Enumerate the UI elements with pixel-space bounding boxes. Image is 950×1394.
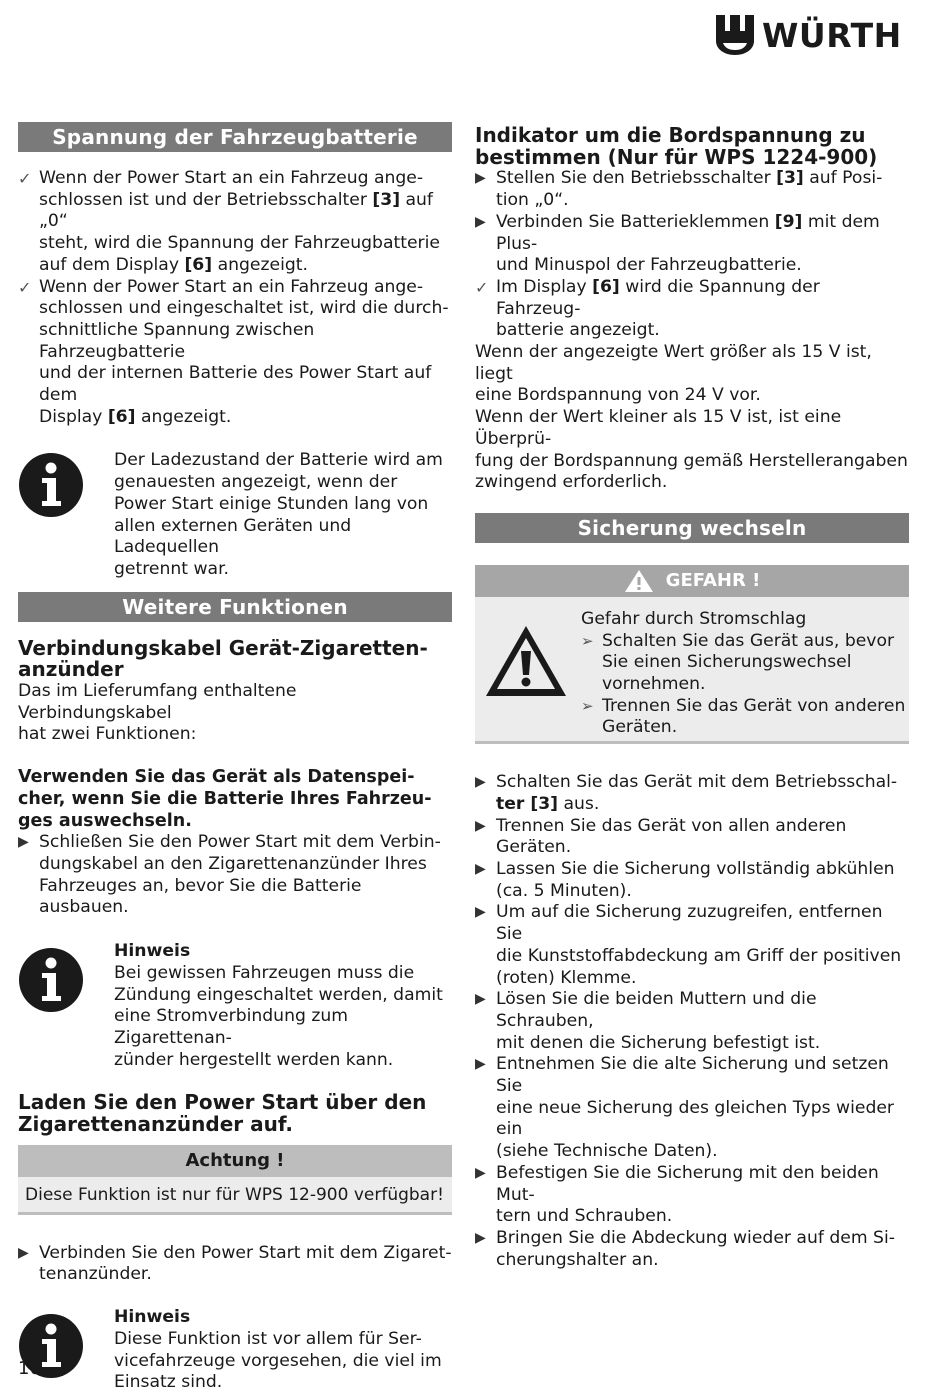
section-heading-fuse: Sicherung wechseln — [475, 513, 909, 543]
triangle-bullet-icon: ▶ — [475, 1056, 486, 1073]
achtung-box — [18, 1145, 452, 1215]
indicator-paragraph: Wenn der angezeigte Wert größer als 15 V ist, liegt eine Bordspannung von 24 V vor. Wenn der Wert kleiner als 15 V ist, ist eine Überprü- fung der Bordspannung gemäß Herstellerangaben zwingend erforderlich. — [475, 342, 908, 493]
info-icon — [18, 450, 114, 580]
line-with-ref: schlossen ist und der Betriebsschalter [3] auf „0“ — [39, 189, 433, 232]
info-note-hint2: Hinweis Diese Funktion ist vor allem für Ser- vicefahrzeuge vorgesehen, die viel im Einsatz sind. — [18, 1307, 452, 1394]
checkmark-icon: ✓ — [18, 277, 32, 297]
checkmark-icon: ✓ — [18, 169, 32, 188]
step-item: ▶ Lassen Sie die Sicherung vollständig abkühlen (ca. 5 Minuten). — [475, 858, 895, 901]
info-note-battery: Der Ladezustand der Batterie wird am genauesten angezeigt, wenn der Power Start einige Stunden lang von allen externen Geräten und Ladequellen getrennt war. — [18, 450, 452, 580]
chevron-bullet-icon: ➢ — [581, 631, 594, 650]
triangle-bullet-icon: ▶ — [475, 991, 486, 1008]
triangle-bullet-icon: ▶ — [475, 1229, 486, 1246]
checkmark-icon: ✓ — [475, 277, 489, 297]
triangle-bullet-icon: ▶ — [475, 904, 486, 921]
step-item: ▶ Bringen Sie die Abdeckung wieder auf dem Si- cherungshalter an. — [475, 1227, 895, 1270]
page-number: 10 — [18, 1358, 41, 1379]
cable-intro: Das im Lieferumfang enthaltene Verbindungskabel hat zwei Funktionen: — [18, 681, 297, 745]
check-item: ✓ Wenn der Power Start an ein Fahrzeug ange- schlossen ist und der Betriebsschalter [3] auf „0“ steht, wird die Spannung der Fahrzeugbatterie auf dem Display [6] angezeigt. — [18, 168, 452, 277]
triangle-bullet-icon: ▶ — [475, 860, 486, 877]
hint-title: Hinweis — [114, 1307, 191, 1328]
info-icon — [18, 941, 114, 1071]
step-item: ▶ Trennen Sie das Gerät von allen anderen Geräten. — [475, 815, 847, 858]
check-item: ✓ Im Display [6] wird die Spannung der Fahrzeug- batterie angezeigt. — [475, 276, 820, 341]
danger-text: Gefahr durch Stromschlag — [581, 608, 807, 629]
charge-title: Laden Sie den Power Start über den Zigarettenanzünder auf. — [18, 1090, 427, 1137]
memory-title: Verwenden Sie das Gerät als Datenspei- cher, wenn Sie die Batterie Ihres Fahrzeu- ges auswechseln. — [18, 767, 432, 831]
triangle-bullet-icon: ▶ — [475, 817, 486, 834]
triangle-bullet-icon: ▶ — [18, 834, 29, 851]
triangle-bullet-icon: ▶ — [18, 1244, 29, 1261]
check-item: ✓ Wenn der Power Start an ein Fahrzeug ange- schlossen und eingeschaltet ist, wird die durch- schnittliche Spannung zwischen Fahrzeugbatterie und der internen Batterie des Power Start auf dem Display [6] angezeigt. — [18, 276, 449, 427]
danger-header — [475, 565, 909, 597]
triangle-bullet-icon: ▶ — [475, 170, 486, 187]
achtung-title: Achtung ! — [18, 1145, 452, 1177]
step-item: ▶ Schließen Sie den Power Start mit dem Verbin- dungskabel an den Zigarettenanzünder Ihres Fahrzeuges an, bevor Sie die Batterie ausbauen. — [18, 832, 441, 918]
danger-item: ➢ Trennen Sie das Gerät von anderen Geräten. — [581, 695, 906, 738]
step-item: ▶ Stellen Sie den Betriebsschalter [3] auf Posi- tion „0“. — [475, 168, 883, 211]
triangle-bullet-icon: ▶ — [475, 774, 486, 791]
brand-logo — [716, 14, 910, 56]
indicator-title: Indikator um die Bordspannung zu bestimmen (Nur für WPS 1224-900) — [475, 123, 878, 169]
danger-title: GEFAHR ! — [665, 570, 761, 592]
right-column — [475, 122, 909, 1271]
section-heading-more-functions: Weitere Funktionen — [18, 592, 452, 622]
wurth-logo-icon — [716, 15, 754, 55]
step-item: ▶ Befestigen Sie die Sicherung mit den beiden Mut- tern und Schrauben. — [475, 1162, 879, 1227]
left-column — [18, 122, 452, 1394]
info-note-hint1: Hinweis Bei gewissen Fahrzeugen muss die Zündung eingeschaltet werden, damit eine Stromverbindung zum Zigarettenan- zünder hergestellt werden kann. — [18, 941, 452, 1071]
step-item: ▶ Entnehmen Sie die alte Sicherung und setzen Sie eine neue Sicherung des gleichen Typs wieder ein (siehe Technische Daten). — [475, 1054, 894, 1162]
triangle-bullet-icon: ▶ — [475, 1164, 486, 1181]
section-heading-battery-voltage: Spannung der Fahrzeugbatterie — [18, 122, 452, 152]
warning-icon — [475, 609, 581, 739]
info-icon — [18, 1307, 114, 1394]
step-item: ▶ Lösen Sie die beiden Muttern und die Schrauben, mit denen die Sicherung befestigt ist. — [475, 989, 821, 1053]
step-item: ▶ Schalten Sie das Gerät mit dem Betriebsschal- ter [3] aus. — [475, 772, 898, 814]
triangle-bullet-icon: ▶ — [475, 213, 486, 230]
cable-title: Verbindungskabel Gerät-Zigaretten- anzünder — [18, 635, 428, 682]
hint-title: Hinweis — [114, 941, 191, 962]
brand-name: WÜRTH — [762, 15, 902, 55]
warning-small-icon — [624, 569, 654, 593]
step-item: ▶ Verbinden Sie Batterieklemmen [9] mit dem Plus- und Minuspol der Fahrzeugbatterie. — [475, 211, 880, 276]
step-item: ▶ Verbinden Sie den Power Start mit dem Zigaret- tenanzünder. — [18, 1242, 452, 1285]
danger-item: ➢ Schalten Sie das Gerät aus, bevor Sie einen Sicherungswechsel vornehmen. — [581, 630, 895, 695]
step-item: ▶ Um auf die Sicherung zuzugreifen, entfernen Sie die Kunststoffabdeckung am Griff der positiven (roten) Klemme. — [475, 902, 902, 988]
achtung-text: Diese Funktion ist nur für WPS 12-900 verfügbar! — [18, 1177, 452, 1215]
danger-box — [475, 565, 909, 744]
chevron-bullet-icon: ➢ — [581, 696, 594, 715]
danger-body — [475, 597, 909, 744]
